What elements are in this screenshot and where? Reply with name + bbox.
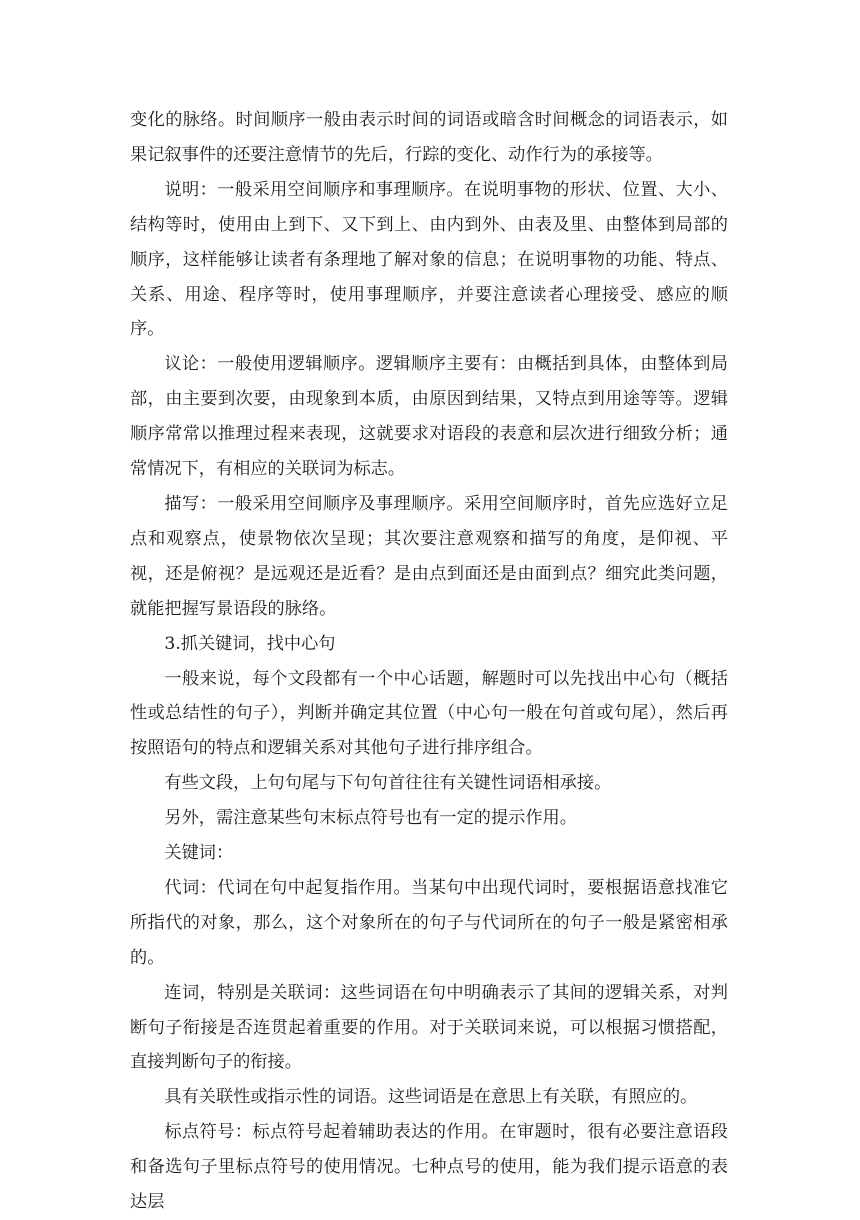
paragraph-argument: 议论：一般使用逻辑顺序。逻辑顺序主要有：由概括到具体，由整体到局部，由主要到次要，由现象到本质，由原因到结果，又特点到用途等等。逻辑顺序常常以推理过程来表现，这就要求对语段的表意和层次进行细致分析；通常情况下，有相应的关联词为标志。	[130, 354, 728, 480]
paragraph-central-sentence: 一般来说，每个文段都有一个中心话题，解题时可以先找出中心句（概括性或总结性的句子），判断并确定其位置（中心句一般在句首或句尾），然后再按照语句的特点和逻辑关系对其他句子进行排序组合。	[130, 668, 728, 759]
paragraph-demonstratives: 具有关联性或指示性的词语。这些词语是在意思上有关联，有照应的。	[164, 1087, 698, 1108]
paragraph-explanation: 说明：一般采用空间顺序和事理顺序。在说明事物的形状、位置、大小、结构等时，使用由上到下、又下到上、由内到外、由表及里、由整体到局部的顺序，这样能够让读者有条理地了解对象的信息；在说明事物的功能、特点、关系、用途、程序等时，使用事理顺序，并要注意读者心理接受、感应的顺序。	[130, 179, 728, 340]
paragraph-punctuation: 标点符号：标点符号起着辅助表达的作用。在审题时，很有必要注意语段和备选句子里标点符号的使用情况。七种点号的使用，能为我们提示语意的表达层	[130, 1122, 728, 1213]
paragraph-punctuation-hint: 另外，需注意某些句末标点符号也有一定的提示作用。	[164, 808, 577, 829]
keywords-label: 关键词：	[164, 843, 234, 864]
section-heading: 3.抓关键词，找中心句	[164, 633, 336, 654]
paragraph-continuation: 变化的脉络。时间顺序一般由表示时间的词语或暗含时间概念的词语表示，如果记叙事件的还要注意情节的先后，行踪的变化、动作行为的承接等。	[130, 110, 728, 165]
paragraph-conjunctions: 连词，特别是关联词：这些词语在句中明确表示了其间的逻辑关系，对判断句子衔接是否连贯起着重要的作用。对于关联词来说，可以根据习惯搭配，直接判断句子的衔接。	[130, 982, 728, 1073]
paragraph-pronouns: 代词：代词在句中起复指作用。当某句中出现代词时，要根据语意找准它所指代的对象，那么，这个对象所在的句子与代词所在的句子一般是紧密相承的。	[130, 877, 728, 968]
paragraph-linking-words: 有些文段，上句句尾与下句句首往往有关键性词语相承接。	[164, 773, 612, 794]
paragraph-description: 描写：一般采用空间顺序及事理顺序。采用空间顺序时，首先应选好立足点和观察点，使景物依次呈现；其次要注意观察和描写的角度，是仰视、平视，还是俯视？是远观还是近看？是由点到面还是由面到点？细究此类问题，就能把握写景语段的脉络。	[130, 493, 728, 619]
document-body	[130, 103, 728, 1220]
